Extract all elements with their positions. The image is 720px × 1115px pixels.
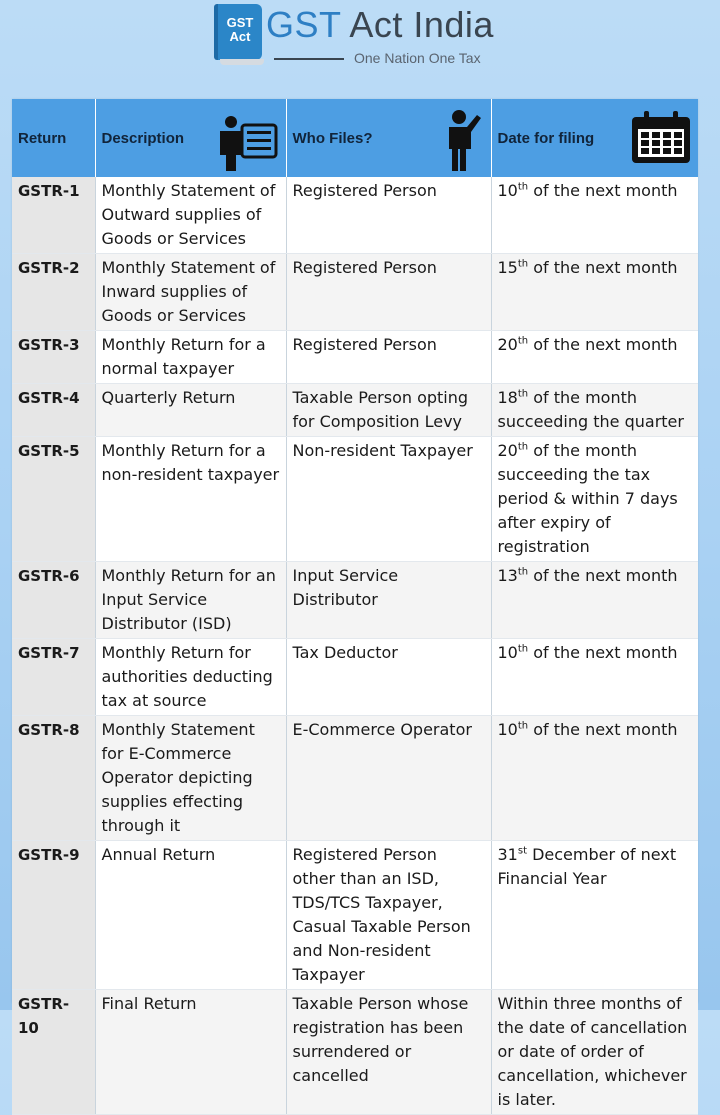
who-files: Registered Person: [286, 331, 491, 384]
date-number: 10: [497, 181, 518, 200]
date-number: 10: [497, 643, 518, 662]
who-files: Tax Deductor: [286, 639, 491, 716]
date-number: 15: [497, 258, 518, 277]
date-number: 20: [497, 441, 518, 460]
column-header-label: Return: [18, 129, 67, 147]
table-row: [12, 254, 698, 331]
return-description: Monthly Statement of Outward supplies of Goods or Services: [95, 177, 286, 254]
table-row: [12, 716, 698, 841]
return-code: GSTR-1: [12, 177, 95, 254]
return-code: GSTR-6: [12, 562, 95, 639]
who-files: Input Service Distributor: [286, 562, 491, 639]
brand-header: [208, 2, 528, 92]
return-code: GSTR-4: [12, 384, 95, 437]
filing-date: [491, 990, 698, 1115]
brand-title-part2: Act India: [349, 4, 494, 45]
return-code: GSTR-5: [12, 437, 95, 562]
brand-title-part1: GST: [266, 4, 350, 45]
return-description: Final Return: [95, 990, 286, 1115]
who-files: Registered Person: [286, 254, 491, 331]
return-description: Monthly Statement of Inward supplies of Goods or Services: [95, 254, 286, 331]
date-number: 10: [497, 720, 518, 739]
tagline: One Nation One Tax: [354, 50, 481, 66]
column-header-label: Date for filing: [497, 129, 595, 147]
date-text: December of next Financial Year: [497, 845, 677, 888]
who-files: Non-resident Taxpayer: [286, 437, 491, 562]
date-suffix: th: [517, 258, 529, 270]
presenter-icon: [216, 115, 280, 171]
table-row: [12, 437, 698, 562]
filing-date: [491, 177, 698, 254]
filing-date: [491, 841, 698, 990]
date-suffix: th: [517, 335, 529, 347]
date-suffix: th: [517, 720, 529, 732]
table-row: [12, 639, 698, 716]
date-text: of the next month: [528, 258, 678, 277]
who-files: Registered Person: [286, 177, 491, 254]
table-row: [12, 841, 698, 990]
date-number: 13: [497, 566, 518, 585]
column-header-label: Who Files?: [292, 129, 373, 147]
return-code: GSTR-8: [12, 716, 95, 841]
column-header-date: [491, 99, 698, 177]
person-pointing-icon: [445, 109, 485, 173]
date-text: of the month succeeding the quarter: [497, 388, 684, 431]
column-header-who-files: [286, 99, 491, 177]
filing-date: [491, 716, 698, 841]
who-files: Taxable Person opting for Composition Levy: [286, 384, 491, 437]
date-suffix: th: [517, 181, 529, 193]
return-code: GSTR-7: [12, 639, 95, 716]
table-row: [12, 177, 698, 254]
filing-date: [491, 562, 698, 639]
table-row: [12, 384, 698, 437]
gst-returns-table-card: [12, 99, 698, 1109]
date-text: of the next month: [528, 566, 678, 585]
logo-text: GST Act: [226, 15, 254, 44]
date-number: 18: [497, 388, 518, 407]
return-description: Monthly Return for a non-resident taxpayer: [95, 437, 286, 562]
table-header-row: [12, 99, 698, 177]
column-header-return: [12, 99, 95, 177]
return-description: Monthly Return for a normal taxpayer: [95, 331, 286, 384]
brand-divider: [274, 58, 344, 60]
date-text: of the month succeeding the tax period & within 7 days after expiry of registration: [497, 441, 678, 556]
date-text: of the next month: [528, 181, 678, 200]
table-row: [12, 331, 698, 384]
column-header-label: Description: [101, 129, 185, 147]
date-text: of the next month: [528, 335, 678, 354]
who-files: E-Commerce Operator: [286, 716, 491, 841]
filing-date: [491, 254, 698, 331]
who-files: Taxable Person whose registration has been surrendered or cancelled: [286, 990, 491, 1115]
filing-date: [491, 639, 698, 716]
date-number: 31: [497, 845, 518, 864]
return-description: Annual Return: [95, 841, 286, 990]
gst-returns-table: [12, 99, 698, 1115]
date-number: 20: [497, 335, 518, 354]
return-code: GSTR-9: [12, 841, 95, 990]
book-logo-icon: [214, 4, 262, 60]
date-text: Within three months of the date of cancellation or date of order of cancellation, whichever is later.: [497, 994, 688, 1109]
table-row: [12, 990, 698, 1115]
return-code: GSTR-3: [12, 331, 95, 384]
return-code: GSTR-2: [12, 254, 95, 331]
date-text: of the next month: [528, 720, 678, 739]
who-files: Registered Person other than an ISD, TDS/TCS Taxpayer, Casual Taxable Person and Non-resident Taxpayer: [286, 841, 491, 990]
date-suffix: th: [517, 566, 529, 578]
date-text: of the next month: [528, 643, 678, 662]
date-suffix: st: [517, 845, 527, 857]
table-row: [12, 562, 698, 639]
date-suffix: th: [517, 643, 529, 655]
date-suffix: th: [517, 441, 529, 453]
filing-date: [491, 437, 698, 562]
return-description: Monthly Return for authorities deducting tax at source: [95, 639, 286, 716]
filing-date: [491, 331, 698, 384]
calendar-icon: [630, 111, 692, 165]
return-code: GSTR-10: [12, 990, 95, 1115]
date-suffix: th: [517, 388, 529, 400]
return-description: Monthly Statement for E-Commerce Operator depicting supplies effecting through it: [95, 716, 286, 841]
brand-title: [266, 4, 494, 46]
column-header-description: [95, 99, 286, 177]
return-description: Monthly Return for an Input Service Distributor (ISD): [95, 562, 286, 639]
filing-date: [491, 384, 698, 437]
return-description: Quarterly Return: [95, 384, 286, 437]
